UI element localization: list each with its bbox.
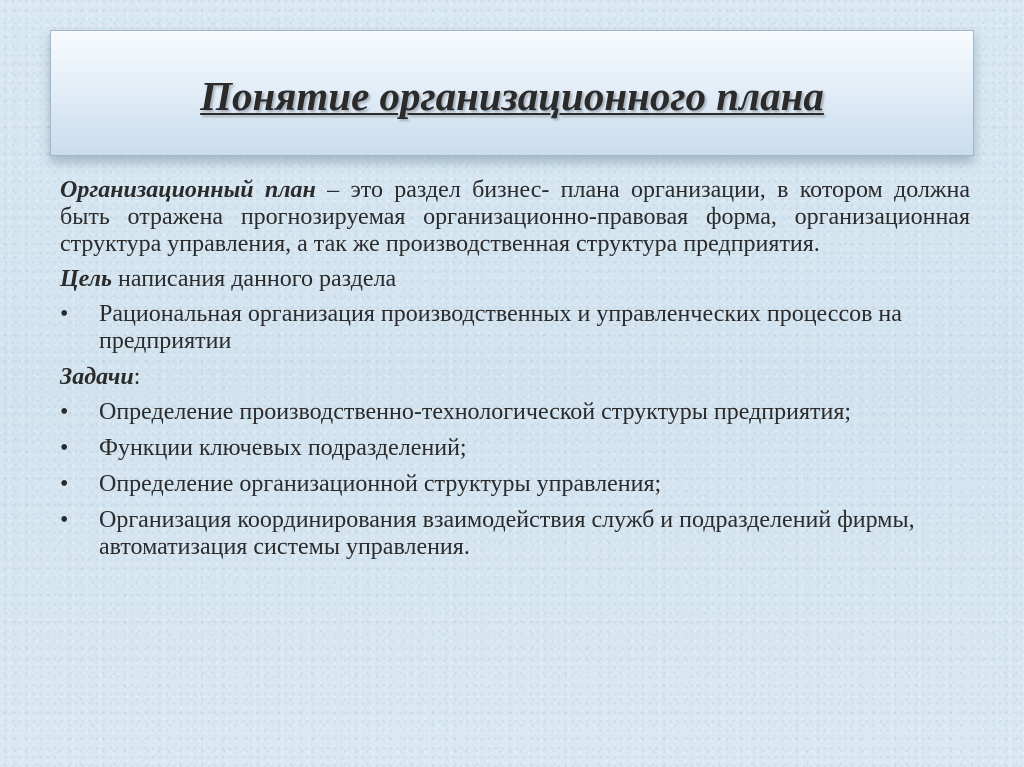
goal-item: [60, 301, 970, 355]
task-item: [60, 507, 970, 561]
task-item: [60, 399, 970, 426]
task-item: [60, 435, 970, 462]
bullet-icon: •: [60, 435, 69, 461]
bullet-icon: •: [60, 301, 69, 327]
bullet-icon: •: [60, 507, 69, 533]
tasks-text: :: [133, 364, 141, 390]
definition-term: Организационный план: [60, 177, 316, 203]
goal-heading: [60, 266, 970, 293]
slide-title-box: [50, 30, 974, 156]
bullet-icon: •: [60, 399, 69, 425]
task-item-text: Организация координирования взаимодействия служб и подразделений фирмы, автоматизация системы управления.: [99, 507, 915, 560]
goal-item-text: Рациональная организация производственных и управленческих процессов на предприятии: [99, 301, 902, 354]
task-item-text: Функции ключевых подразделений;: [99, 435, 467, 461]
task-item: [60, 471, 970, 498]
goal-term: Цель: [60, 266, 113, 292]
goal-text: написания данного раздела: [112, 266, 397, 292]
definition-text: – это раздел бизнес- плана организации, в котором должна быть отражена прогнозируемая организационно-правовая форма, организационная структура управления, а так же производственная структура предприятия.: [60, 177, 970, 257]
bullet-icon: •: [60, 471, 69, 497]
tasks-heading: [60, 364, 970, 391]
task-item-text: Определение организационной структуры управления;: [99, 471, 662, 497]
task-item-text: Определение производственно-технологической структуры предприятия;: [99, 399, 852, 425]
slide-content: [60, 177, 970, 570]
slide-title: Понятие организационного плана: [200, 73, 824, 119]
definition-paragraph: [60, 177, 970, 258]
tasks-term: Задачи: [60, 364, 134, 390]
